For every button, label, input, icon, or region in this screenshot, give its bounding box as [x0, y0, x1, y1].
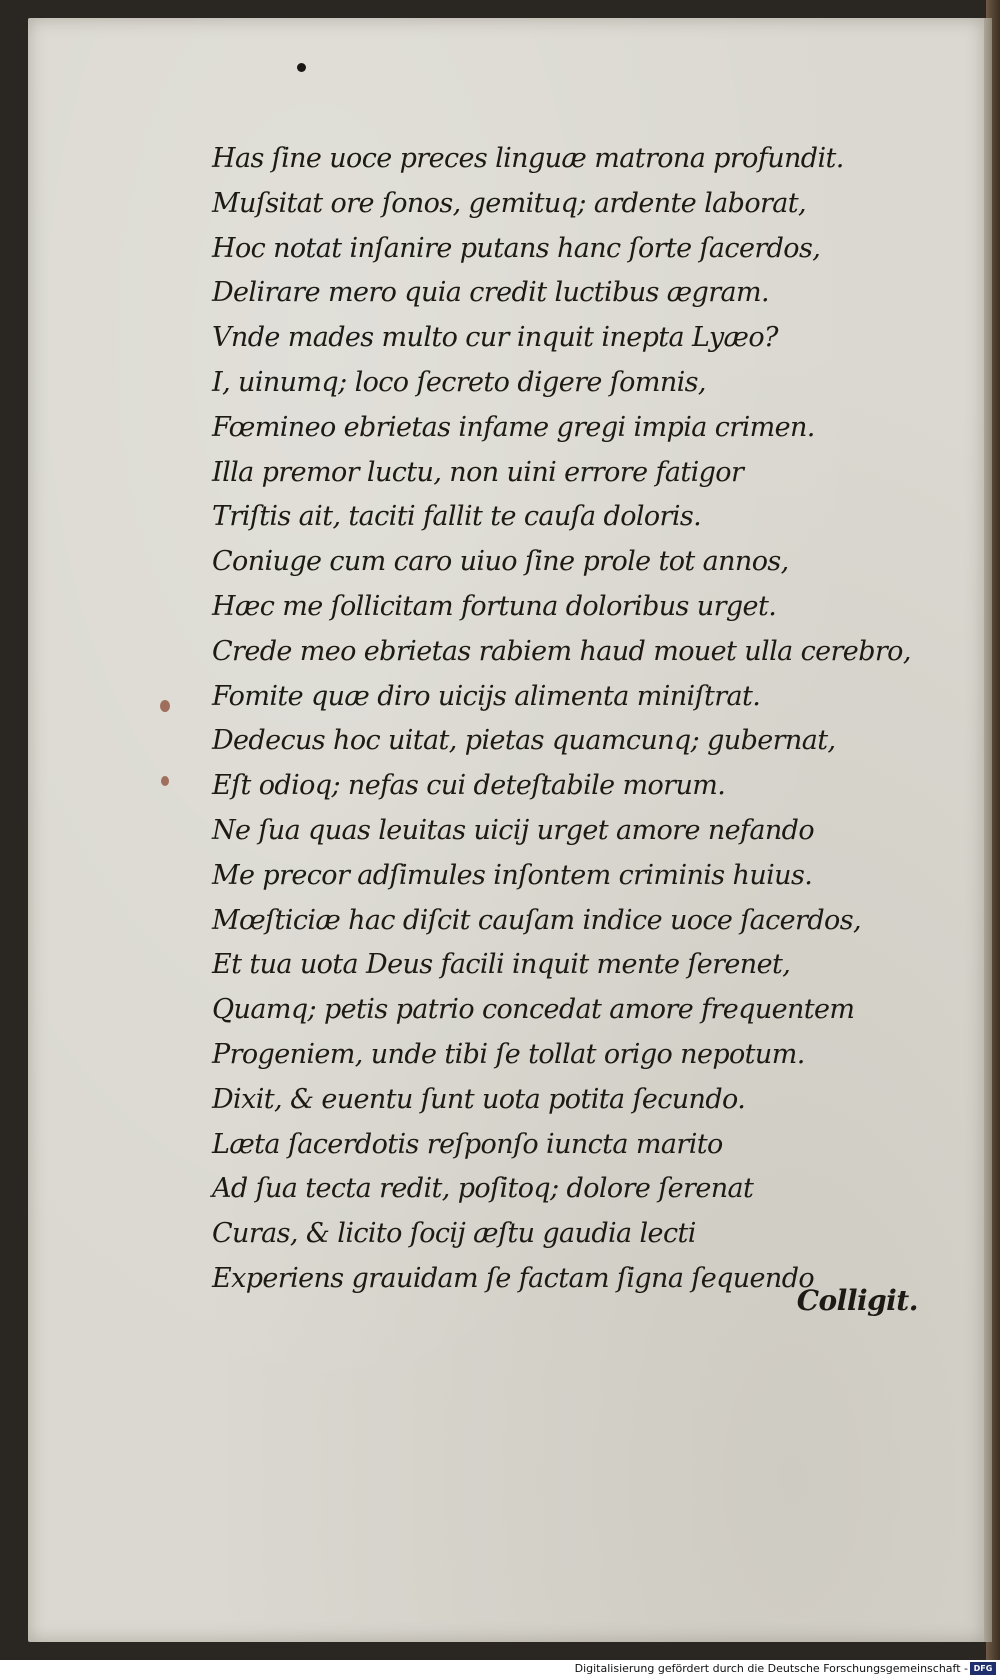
printers-mark-dot	[297, 63, 306, 72]
verse-line: Fœmineo ebrietas infame gregi impia crimen.	[212, 411, 815, 443]
verse-line: Illa premor luctu, non uini errore fatigor	[212, 456, 744, 488]
verse-line: Vnde mades multo cur inquit inepta Lyæo?	[212, 322, 778, 354]
dfg-logo: DFG	[970, 1662, 996, 1675]
verse-line: Ad ſua tecta redit, poſitoq; dolore ſerenat	[212, 1173, 754, 1205]
verse-line: Has ſine uoce preces linguæ matrona profundit.	[212, 143, 844, 174]
verse-line: I, uinumq; loco ſecreto digere ſomnis,	[212, 366, 706, 398]
verse-text-block	[212, 137, 932, 1302]
catchword: Colligit.	[796, 1284, 918, 1317]
verse-line: Experiens grauidam ſe factam ſigna ſequendo	[212, 1262, 815, 1294]
verse-line: Ne ſua quas leuitas uicij urget amore nefando	[212, 814, 815, 846]
verse-line: Me precor adſimules inſontem criminis huius.	[212, 859, 813, 891]
ink-stain-spot	[160, 700, 170, 712]
verse-line: Triſtis ait, taciti fallit te cauſa doloris.	[212, 501, 702, 533]
verse-line: Quamq; petis patrio concedat amore frequentem	[212, 994, 855, 1026]
verse-line: Muſsitat ore ſonos, gemituq; ardente laborat,	[212, 187, 807, 219]
verse-line: Delirare mero quia credit luctibus ægram.	[212, 277, 770, 309]
verse-line: Progeniem, unde tibi ſe tollat origo nepotum.	[212, 1038, 805, 1070]
ink-stain-spot	[161, 776, 169, 786]
verse-line: Fomite quæ diro uicijs alimenta miniſtrat.	[212, 680, 761, 712]
verse-line: Crede meo ebrietas rabiem haud mouet ulla cerebro,	[212, 635, 911, 667]
verse-line: Hæc me ſollicitam fortuna doloribus urget.	[212, 590, 777, 622]
verse-line: Et tua uota Deus facili inquit mente ſerenet,	[212, 949, 791, 981]
verse-line: Coniuge cum caro uiuo ſine prole tot annos,	[212, 546, 789, 578]
verse-line: Dixit, & euentu ſunt uota potita ſecundo.	[212, 1083, 746, 1115]
verse-line: Dedecus hoc uitat, pietas quamcunq; gubernat,	[212, 725, 836, 757]
verse-line: Læta ſacerdotis reſponſo iuncta marito	[212, 1128, 723, 1160]
verse-line: Curas, & licito ſocij æſtu gaudia lecti	[212, 1218, 696, 1250]
verse-line: Hoc notat inſanire putans hanc ſorte ſacerdos,	[212, 232, 821, 264]
verse-line: Eſt odioq; nefas cui deteſtabile morum.	[212, 770, 726, 802]
funding-credit: Digitalisierung gefördert durch die Deutsche Forschungsgemeinschaft -	[574, 1662, 968, 1675]
verse-line: Mœſticiæ hac diſcit cauſam indice uoce ſacerdos,	[212, 904, 861, 936]
